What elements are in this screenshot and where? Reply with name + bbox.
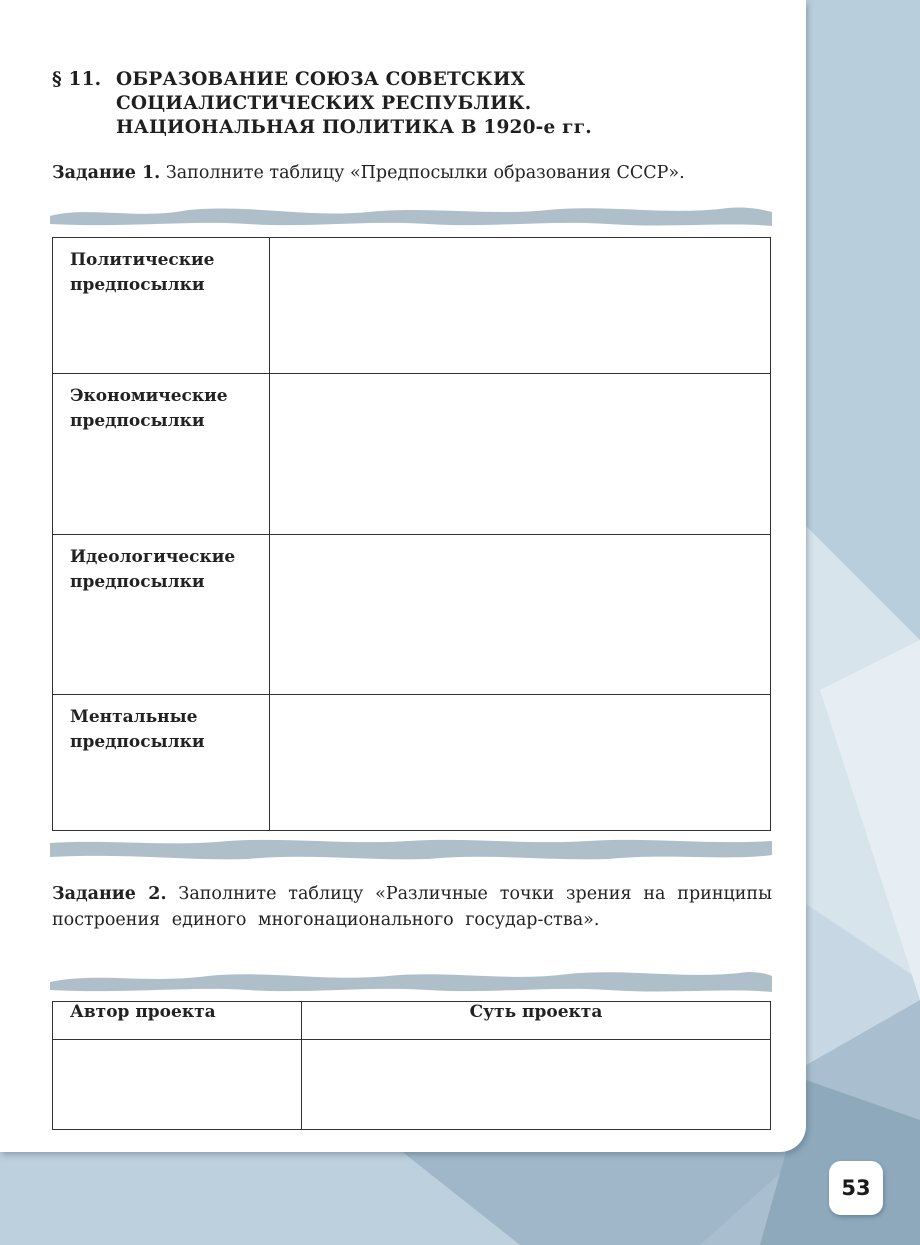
task-1-instruction: [52, 160, 772, 186]
section-title: [52, 68, 592, 140]
table-row: [53, 695, 771, 831]
answer-cell-ideological[interactable]: [270, 535, 771, 695]
prerequisites-table: [52, 237, 771, 831]
brush-stroke-top-2: [48, 966, 774, 994]
table-row: [53, 374, 771, 535]
section-number: § 11.: [52, 69, 102, 90]
row-label-line: предпосылки: [70, 275, 205, 295]
brush-stroke-top-1: [48, 202, 774, 230]
row-label-line: предпосылки: [70, 572, 205, 592]
column-header-author: Автор проекта: [53, 1002, 302, 1040]
answer-cell-economic[interactable]: [270, 374, 771, 535]
page-number: 53: [829, 1161, 883, 1215]
row-label-line: предпосылки: [70, 411, 205, 431]
brush-stroke-bottom-1: [48, 835, 774, 863]
task-2-label: Задание 2.: [52, 884, 167, 904]
row-label-line: Ментальные: [70, 707, 198, 727]
answer-cell-author[interactable]: [53, 1040, 302, 1130]
row-label-mental: [53, 695, 270, 831]
column-header-essence: Суть проекта: [302, 1002, 771, 1040]
table-row: [53, 535, 771, 695]
answer-cell-essence[interactable]: [302, 1040, 771, 1130]
table-row: [53, 1040, 771, 1130]
row-label-line: Политические: [70, 250, 215, 270]
row-label-line: Экономические: [70, 386, 228, 406]
row-label-ideological: [53, 535, 270, 695]
task-2-instruction: [52, 881, 772, 933]
row-label-political: [53, 238, 270, 374]
projects-table: [52, 1001, 771, 1130]
table-header-row: [53, 1002, 771, 1040]
title-line-1: ОБРАЗОВАНИЕ СОЮЗА СОВЕТСКИХ: [116, 69, 526, 90]
row-label-line: предпосылки: [70, 732, 205, 752]
row-label-economic: [53, 374, 270, 535]
table-row: [53, 238, 771, 374]
row-label-line: Идеологические: [70, 547, 236, 567]
task-2-text: Заполните таблицу «Различные точки зрения на принципы построения единого многонационального государ-ства».: [52, 884, 772, 930]
answer-cell-political[interactable]: [270, 238, 771, 374]
title-line-2: СОЦИАЛИСТИЧЕСКИХ РЕСПУБЛИК.: [116, 93, 532, 114]
task-1-text: Заполните таблицу «Предпосылки образования СССР».: [165, 163, 685, 183]
answer-cell-mental[interactable]: [270, 695, 771, 831]
task-1-label: Задание 1.: [52, 163, 161, 183]
title-line-3: НАЦИОНАЛЬНАЯ ПОЛИТИКА В 1920-е гг.: [116, 117, 592, 138]
